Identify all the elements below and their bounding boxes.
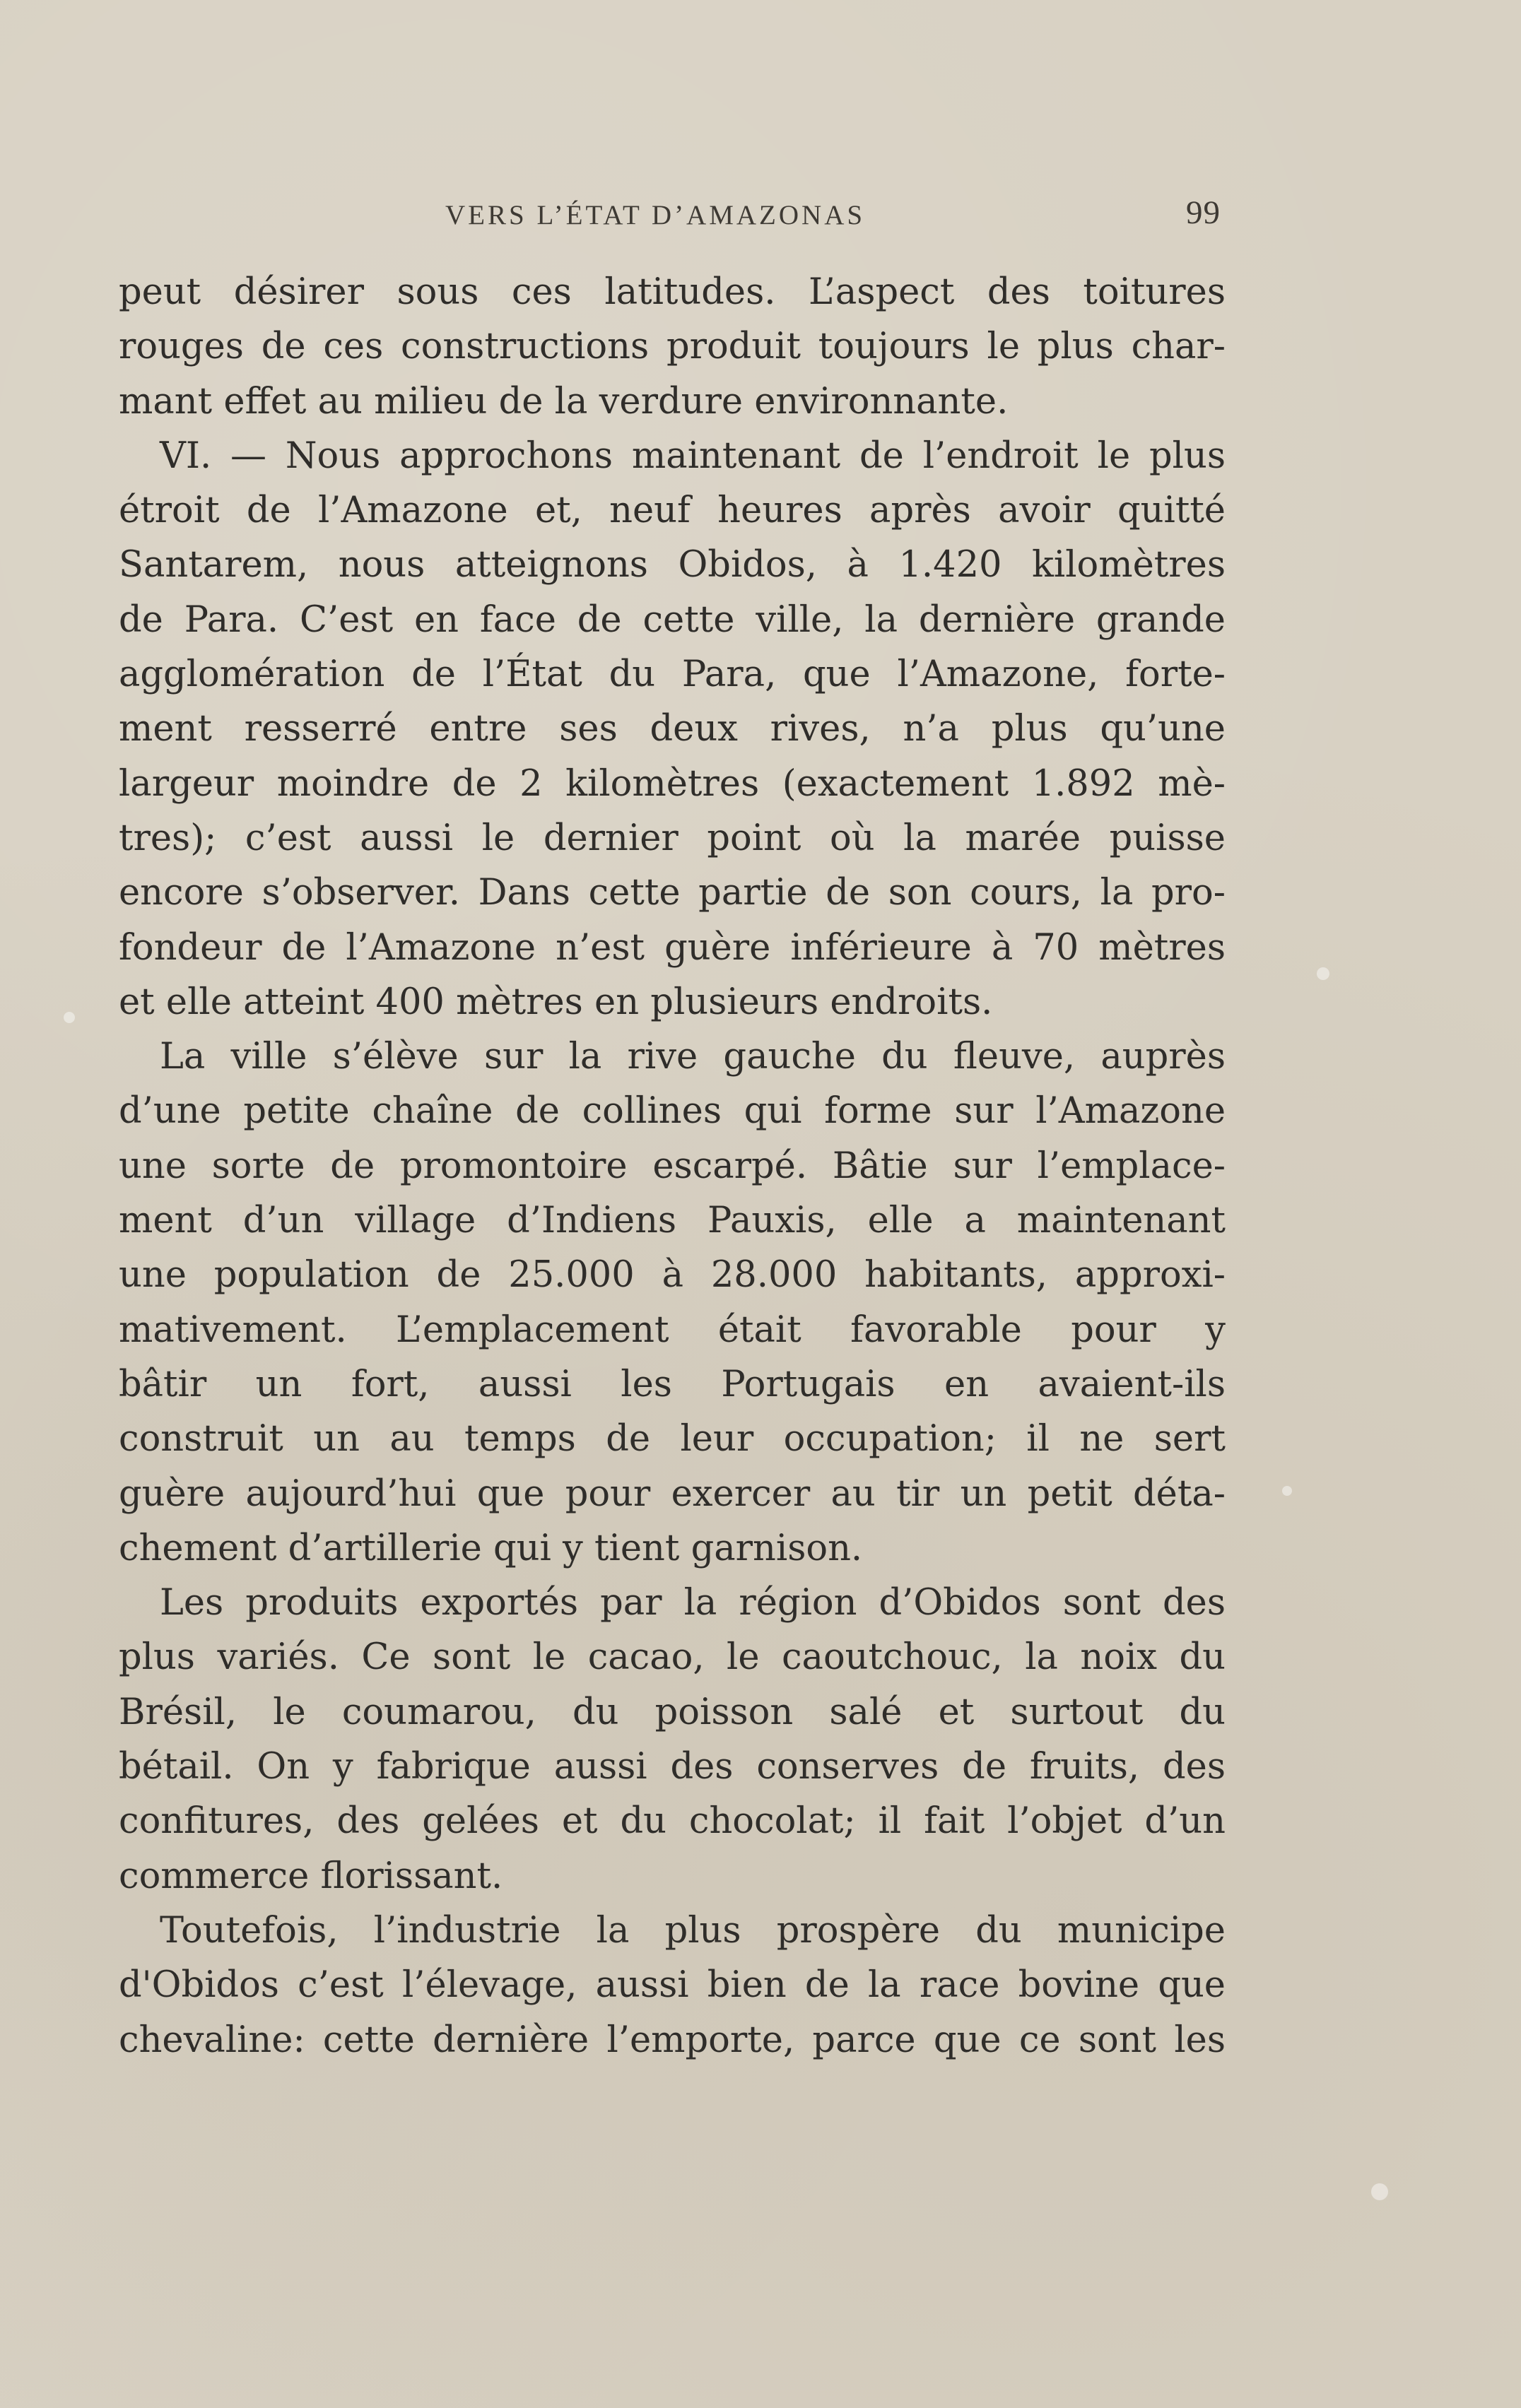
text-line: de Para. C’est en face de cette ville, la dernière grande (119, 598, 1226, 641)
text-line: ment resserré entre ses deux rives, n’a plus qu’une (119, 708, 1226, 750)
text-line: guère aujourd’hui que pour exercer au tir un petit déta- (119, 1472, 1226, 1515)
text-line: et elle atteint 400 mètres en plusieurs endroits. (119, 981, 993, 1023)
text-line: largeur moindre de 2 kilomètres (exactement 1.892 mè- (119, 762, 1226, 805)
text-line: bétail. On y fabrique aussi des conserves de fruits, des (119, 1746, 1226, 1788)
text-line: Les produits exportés par la région d’Obidos sont des (160, 1582, 1226, 1624)
body-text (119, 265, 1226, 2067)
running-header (445, 194, 1230, 242)
text-line: encore s’observer. Dans cette partie de son cours, la pro- (119, 872, 1226, 914)
text-line: ment d’un village d’Indiens Pauxis, elle a maintenant (119, 1200, 1226, 1242)
text-line: rouges de ces constructions produit toujours le plus char- (119, 326, 1226, 368)
page-number: 99 (1186, 194, 1221, 231)
text-line: Santarem, nous atteignons Obidos, à 1.420 kilomètres (119, 544, 1226, 586)
text-line: chevaline: cette dernière l’emporte, parce que ce sont les (119, 2019, 1226, 2061)
text-line: mant effet au milieu de la verdure environnante. (119, 380, 1009, 423)
running-title: VERS L’ÉTAT D’AMAZONAS (445, 200, 866, 230)
text-line: commerce florissant. (119, 1855, 503, 1897)
text-line: fondeur de l’Amazone n’est guère inférieure à 70 mètres (119, 926, 1226, 969)
text-line: d’une petite chaîne de collines qui forme sur l’Amazone (119, 1090, 1226, 1133)
text-line: bâtir un fort, aussi les Portugais en avaient-ils (119, 1363, 1226, 1405)
text-line: confitures, des gelées et du chocolat; il fait l’objet d’un (119, 1800, 1226, 1843)
text-line: construit un au temps de leur occupation; il ne sert (119, 1418, 1226, 1460)
text-line: une sorte de promontoire escarpé. Bâtie sur l’emplace- (119, 1145, 1226, 1187)
text-line: étroit de l’Amazone et, neuf heures après avoir quitté (119, 490, 1226, 532)
paper-speckle (1371, 2183, 1388, 2200)
text-line: tres); c’est aussi le dernier point où la marée puisse (119, 817, 1226, 859)
text-line: d'Obidos c’est l’élevage, aussi bien de la race bovine que (119, 1964, 1226, 2007)
text-line: une population de 25.000 à 28.000 habitants, approxi- (119, 1254, 1226, 1297)
paper-speckle (64, 1012, 75, 1023)
text-line: VI. — Nous approchons maintenant de l’endroit le plus (160, 435, 1226, 477)
text-line: plus variés. Ce sont le cacao, le caoutchouc, la noix du (119, 1636, 1226, 1679)
text-line: chement d’artillerie qui y tient garnison. (119, 1527, 863, 1569)
text-line: La ville s’élève sur la rive gauche du fleuve, auprès (160, 1036, 1226, 1078)
text-line: peut désirer sous ces latitudes. L’aspect des toitures (119, 271, 1226, 313)
text-line: agglomération de l’État du Para, que l’Amazone, forte- (119, 654, 1226, 696)
paper-speckle (1282, 1486, 1292, 1496)
text-line: mativement. L’emplacement était favorable pour y (119, 1309, 1226, 1351)
paper-speckle (1317, 967, 1329, 980)
text-line: Toutefois, l’industrie la plus prospère du municipe (160, 1909, 1226, 1952)
text-line: Brésil, le coumarou, du poisson salé et surtout du (119, 1691, 1226, 1733)
